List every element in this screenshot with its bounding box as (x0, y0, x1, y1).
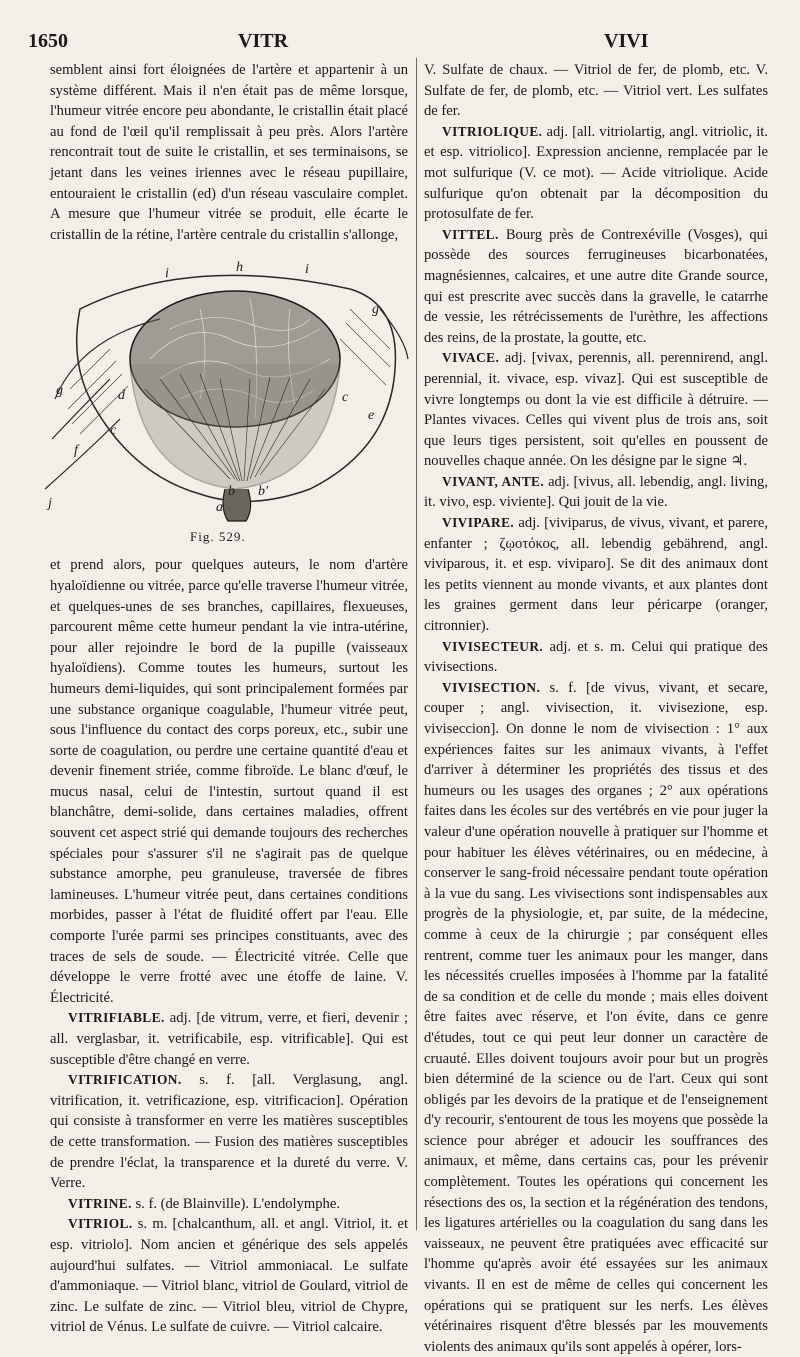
label-b: b (228, 484, 235, 500)
label-f: f (74, 443, 78, 459)
label-d: d (118, 388, 125, 404)
definition-vivipare: adj. [viviparus, de vivus, vivant, et parere, enfanter ; ζῳοτόκος, all. lebendig gebährend, angl. viviparous, it. et esp. viviparo]. Se dit des animaux dont les petits viennent au monde vivants, et aux plantes dont les graines germent dans leur péricarpe (oranger, citronnier). (424, 515, 768, 635)
figure-eye-vessels (50, 249, 408, 549)
eye-illustration (50, 249, 408, 549)
headword-vittel: VITTEL. (442, 226, 499, 242)
definition-vivace: adj. [vivax, perennis, all. perennirend, angl. perennial, it. vivace, esp. vivaz]. Qui est susceptible de vivre longtemps ou dont la vie est difficile à détruire. — Plantes vivaces. Celles qui vivent plus de trois ans, soit que leurs tiges persistent, soit qu'elles en poussent de nouvelles chaque année. On les désigne par le signe ♃. (424, 350, 768, 470)
entry-vitrification (50, 1070, 408, 1194)
paragraph-vitriol-continued: V. Sulfate de chaux. — Vitriol de fer, de plomb, etc. V. Sulfate de fer, de plomb, etc. — Vitriol vert. Les sulfates de fer. (424, 62, 768, 120)
entry-vitrifiable (50, 1008, 408, 1070)
headword-vitriolique: VITRIOLIQUE. (442, 123, 543, 139)
label-a: a (216, 500, 223, 516)
label-i-right: i (305, 262, 309, 278)
headword-vitrine: VITRINE. (68, 1195, 132, 1211)
figure-caption: Fig. 529. (190, 529, 246, 545)
page-header (28, 30, 780, 52)
page-number: 1650 (28, 30, 68, 52)
label-g-left: g (56, 383, 63, 399)
entry-vitrine (50, 1194, 408, 1215)
column-divider (416, 58, 417, 1230)
label-h: h (236, 260, 243, 276)
label-g-right: g (372, 302, 379, 318)
entry-vivant (424, 472, 768, 513)
entry-vivisection (424, 678, 768, 1357)
headword-vivisecteur: VIVISECTEUR. (442, 638, 544, 654)
left-column (50, 60, 408, 1338)
paragraph-vitree-continued: semblent ainsi fort éloignées de l'artère et appartenir à un système différent. Mais il n'en était pas de même lorsque, l'humeur vitrée encore peu abondante, le cristallin était placé au fond de l'œil qu'il remplissait à peu près. Alors l'artère rencontrait tout de suite le cristallin, et ses terminaisons, se jetant dans les veines iriennes avec le réseau pupillaire, entouraient le cristallin (ed) d'un réseau vasculaire complet. A mesure que l'humeur vitrée se produit, elle écarte le cristallin de la rétine, l'artère centrale du cristallin s'allonge, (50, 62, 408, 243)
label-e: e (368, 408, 375, 424)
label-j: j (48, 496, 52, 512)
definition-vitriol: s. m. [chalcanthum, all. et angl. Vitriol, it. et esp. vitriolo]. Nom ancien et générique des sels appelés aujourd'hui sulfates. — Vitriol ammoniacal. Le sulfate d'ammoniaque. — Vitriol blanc, vitriol de Goulard, vitriol de zinc. Le sulfate de zinc. — Vitriol bleu, vitriol de Chypre, vitriol de Vénus. Le sulfate de cuivre. — Vitriol calcaire. (50, 1216, 408, 1336)
definition-vittel: Bourg près de Contrexéville (Vosges), qui possède des sources ferrugineuses bicarbonatées, magnésiennes, calcaires, et une autre dite Grande source, qui est prescrite avec succès dans la gravelle, le catarrhe de vessie, les rétrécissements de l'urèthre, les affections des reins, de la prostate, la goutte, etc. (424, 226, 768, 346)
entry-vivisecteur (424, 637, 768, 678)
definition-vivant: adj. [vivus, all. lebendig, angl. living, it. vivo, esp. viviente]. Qui jouit de la vie. (424, 473, 769, 511)
paragraph-hyaloid: et prend alors, pour quelques auteurs, le nom d'artère hyaloïdienne ou vitrée, parce qu'elle traverse l'humeur vitrée, et quelques-unes de ses branches, capillaires, flexueuses, parcourent même cette humeur pendant la vie intra-utérine, pour aller rejoindre le bord de la pupille (vaisseaux hyaloïdiens). Comme toutes les humeurs, surtout les humeurs demi-liquides, qui sont principalement formées par une substance organique coagulable, l'humeur vitrée peut, sous l'influence du contact des corps poreux, etc., subir une sorte de coagulation, ou perdre une certaine quantité d'eau et devenir finement striée, comme fibroïde. Le blanc d'œuf, le mucus nasal, celui de l'intestin, surtout quand il est blanchâtre, demi-solide, dans certaines maladies, offrent souvent cet aspect strié qui demande toujours des recherches spéciales pour s'assurer s'il ne s'agirait pas de quelque substance amorphe, peu granuleuse, traversée de fibres lamineuses. L'humeur vitrée peut, dans certaines conditions morbides, passer à l'état de fluidité offert par l'eau. Elle comporte l'urée parmi ses principes constituants, avec des traces de sels de soude. — Électricité vitrée. Celle que développe le verre frotté avec une étoffe de laine. V. Électricité. (50, 557, 408, 1006)
entry-vitriol (50, 1214, 408, 1338)
headword-vitrification: VITRIFICATION. (68, 1072, 182, 1088)
label-i-left: i (165, 266, 169, 282)
definition-vivisecteur: adj. et s. m. Celui qui pratique des vivisections. (424, 638, 768, 676)
headword-vivant: VIVANT, ANTE. (442, 473, 545, 489)
label-c-left: c (110, 423, 117, 439)
headword-vitrifiable: VITRIFIABLE. (68, 1010, 165, 1026)
left-running-head: VITR (238, 30, 289, 52)
definition-vivisection: s. f. [de vivus, vivant, et secare, couper ; angl. vivisection, it. vivisezione, esp. viviseccion]. On donne le nom de vivisection : 1° aux expériences faites sur les animaux vivants, à l'effet d'arriver à déterminer les propriétés des tissus et des humeurs ou les usages des organes ; 2° aux opérations faites dans les écoles sur des vertébrés en vie pour juger la valeur d'une opération nouvelle à pratiquer sur l'homme et pour habituer les élèves vétérinaires, ou en médecine, à conserver le sang-froid nécessaire pendant toute opération à la vue du sang. Les vivisections sont indispensables aux progrès de la physiologie, et, par suite, de la médecine, comme à ceux de la chirurgie ; par conséquent elles rentrent, comme tuer les animaux pour les manger, dans les nécessités cruelles imposées à l'homme par la fatalité de sa condition et de celle du monde ; mais elles doivent être faites avec réserve, et l'on évite, dans ce genre d'études, tout ce qui peut leur donner un caractère de cruauté. Elles doivent toujours avoir pour but un progrès bien déterminé de la science ou de l'art. Ceux qui sont obligés par les devoirs de la pratique et de l'enseignement d'y recourir, s'entourent de tous les moyens que possède la science pour abréger et adoucir les souffrances des animaux, et même, dans certains cas, pour les prévenir complètement. Toutes les opérations qui concernent les résections des os, la section et la régénération des tendons, les ligatures artérielles ou la coagulation du sang dans les vaisseaux, ne peuvent être pratiquées avec efficacité sur l'homme qu'après avoir été essayées sur les animaux vivants. Il en est de même de celles qui concernent les opérations qui se pratiquent sur les nerfs. Les élèves vétérinaires risquent d'être blessés par les mouvements violents des animaux qu'ils sont appelés à opérer, lors- (424, 679, 768, 1355)
headword-vivace: VIVACE. (442, 350, 500, 366)
entry-vivipare (424, 513, 768, 637)
definition-vitrifiable: adj. [de vitrum, verre, et fieri, devenir ; all. verglasbar, it. vetrificabile, esp. vitrificable]. Qui est susceptible d'être changé en verre. (50, 1010, 408, 1068)
entry-vivace (424, 348, 768, 472)
headword-vivipare: VIVIPARE. (442, 515, 515, 531)
right-column (424, 60, 768, 1357)
right-running-head: VIVI (604, 30, 649, 52)
definition-vitrification: s. f. [all. Verglasung, angl. vitrification, it. vetrificazione, esp. vitrificacion]. Opération qui consiste à transformer en verre les matières susceptibles de cette transformation. — Fusion des matières susceptibles de prendre l'éclat, la transparence et la dureté du verre. V. Verre. (50, 1072, 409, 1192)
entry-vitriolique (424, 122, 768, 225)
label-c-right: c (342, 390, 349, 406)
headword-vivisection: VIVISECTION. (442, 679, 541, 695)
headword-vitriol: VITRIOL. (68, 1216, 133, 1232)
definition-vitriolique: adj. [all. vitriolartig, angl. vitriolic, it. et esp. vitriolico]. Expression ancienne, remplacée par le mot sulfurique (V. ce mot). — Acide vitriolique. Acide sulfurique qu'on obtenait par la décomposition du protosulfate de fer. (424, 123, 768, 223)
definition-vitrine: s. f. (de Blainville). L'endolymphe. (135, 1195, 340, 1212)
label-b-prime: b' (258, 484, 268, 500)
entry-vittel (424, 225, 768, 349)
